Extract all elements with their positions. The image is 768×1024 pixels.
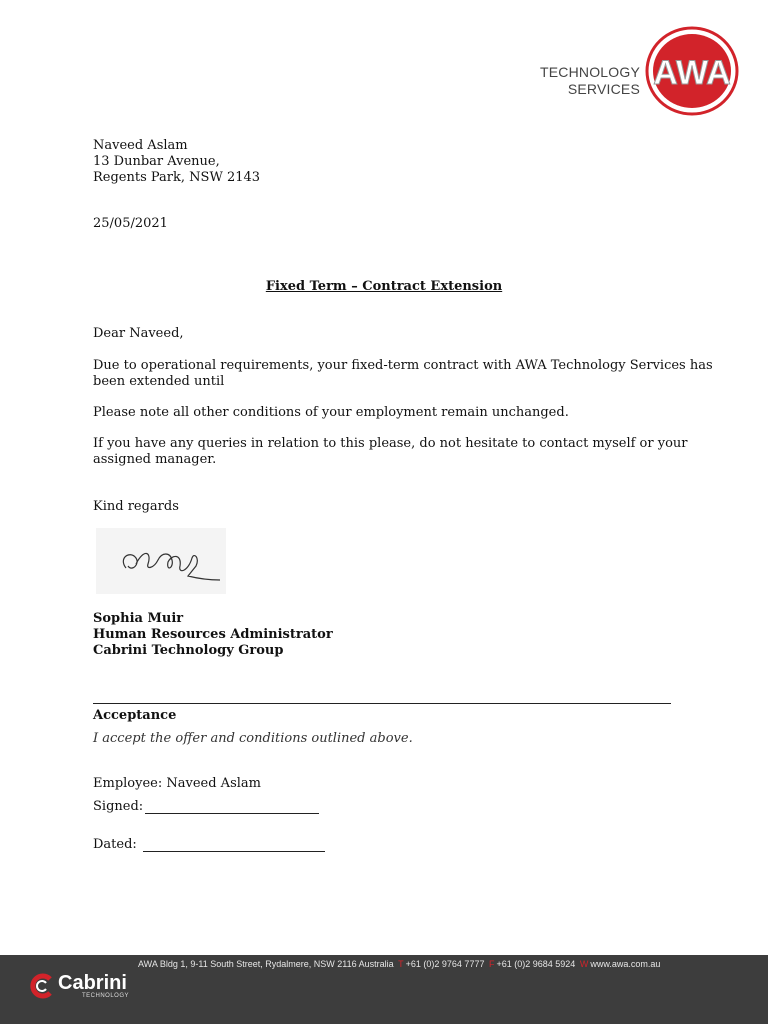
signed-line[interactable] — [145, 813, 319, 814]
paragraph-extension-line-1: Due to operational requirements, your fixed-term contract with AWA Technology Services has — [93, 358, 713, 373]
employee-name: Employee: Naveed Aslam — [93, 776, 261, 791]
dated-line[interactable] — [143, 851, 325, 852]
letter-subject-text: Fixed Term – Contract Extension — [265, 279, 503, 294]
signer-company: Cabrini Technology Group — [93, 643, 284, 658]
acceptance-title: Acceptance — [93, 708, 177, 723]
paragraph-extension — [93, 358, 713, 390]
letter-date: 25/05/2021 — [93, 216, 168, 231]
paragraph-conditions: Please note all other conditions of your employment remain unchanged. — [93, 405, 569, 420]
cabrini-brand-sub: TECHNOLOGY — [82, 993, 130, 999]
footer-sep-phone: T — [398, 959, 404, 969]
letter-subject — [0, 279, 768, 295]
logo-line-technology: TECHNOLOGY — [539, 64, 640, 80]
recipient-street: 13 Dunbar Avenue, — [93, 154, 220, 169]
signed-label: Signed: — [93, 799, 144, 814]
footer-fax: +61 (0)2 9684 5924 — [496, 959, 576, 969]
paragraph-queries-line-2: assigned manager. — [93, 452, 217, 467]
logo-tagline — [540, 64, 640, 98]
acceptance-text: I accept the offer and conditions outlined above. — [93, 731, 413, 746]
closing: Kind regards — [93, 499, 179, 514]
footer-phone: +61 (0)2 9764 7777 — [405, 959, 485, 969]
cabrini-logo-icon — [28, 973, 56, 999]
paragraph-queries — [93, 436, 688, 468]
paragraph-queries-line-1: If you have any queries in relation to this please, do not hesitate to contact myself or your — [93, 436, 688, 451]
logo-mark-text: AWA — [653, 54, 731, 92]
footer-address: AWA Bldg 1, 9-11 South Street, Rydalmere, NSW 2116 Australia — [138, 959, 394, 969]
recipient-city: Regents Park, NSW 2143 — [93, 170, 261, 185]
footer-web: www.awa.com.au — [590, 959, 661, 969]
recipient-address — [93, 138, 260, 186]
paragraph-extension-line-2: been extended until — [93, 374, 225, 389]
recipient-name: Naveed Aslam — [93, 138, 188, 153]
signer-title: Human Resources Administrator — [93, 627, 333, 642]
awa-logo-icon — [645, 26, 739, 116]
signer-name: Sophia Muir — [93, 611, 184, 626]
signer-block — [93, 611, 333, 659]
footer-sep-web: W — [579, 959, 589, 969]
footer-sep-fax: F — [488, 959, 495, 969]
logo-line-services: SERVICES — [567, 81, 640, 97]
cabrini-brand: Cabrini — [58, 972, 127, 994]
salutation: Dear Naveed, — [93, 326, 184, 341]
dated-label: Dated: — [93, 837, 137, 852]
section-divider — [93, 703, 671, 704]
footer-contact — [138, 958, 660, 970]
signature-image — [96, 528, 226, 594]
